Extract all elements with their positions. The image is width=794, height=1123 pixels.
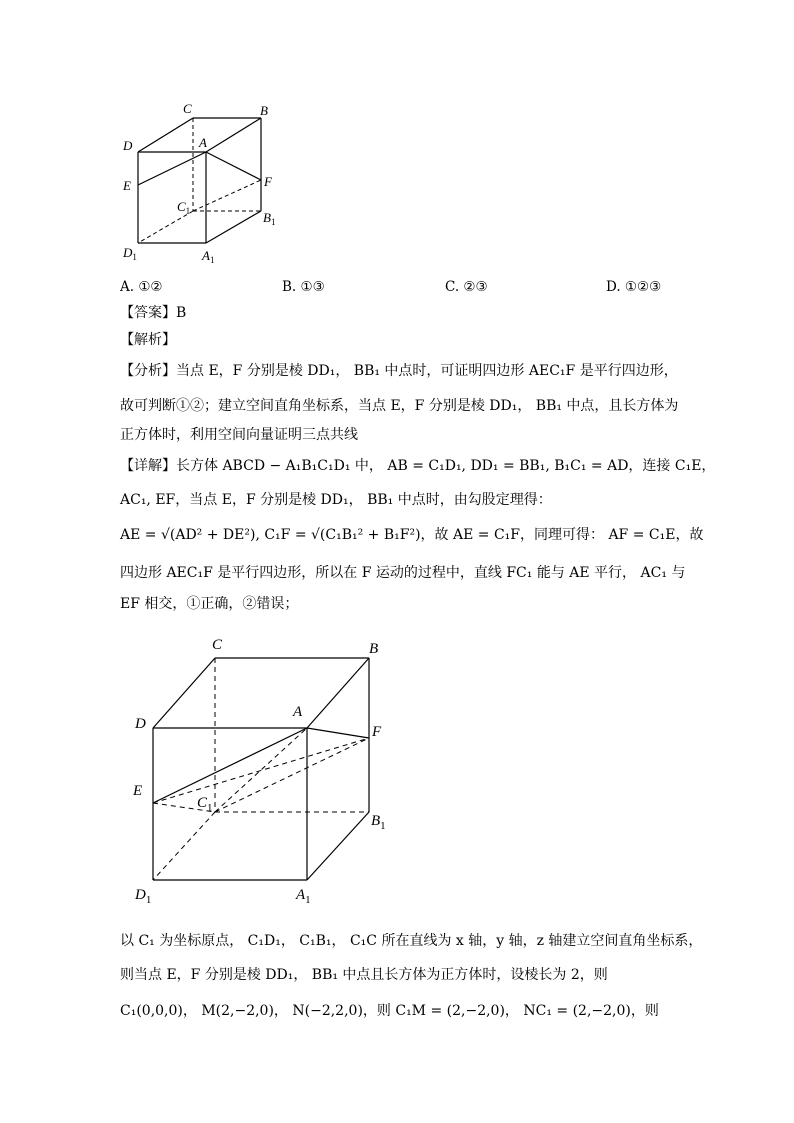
fig1-label-B1: $B_1$ <box>263 210 276 227</box>
fig1-label-D: D <box>123 138 133 153</box>
option-c: C. ②③ <box>445 279 488 295</box>
paragraph-11: C₁(0,0,0)， M(2,−2,0)， N(−2,2,0)，则 C₁M = (2,−2,0)， NC₁ = (2,−2,0)，则 <box>120 1003 659 1019</box>
fig1-label-E: E <box>123 178 131 193</box>
paragraph-8: EF 相交，①正确，②错误； <box>120 596 299 612</box>
paragraph-7: 四边形 AEC₁F 是平行四边形，所以在 F 运动的过程中，直线 FC₁ 能与 AE 平行， AC₁ 与 <box>120 565 686 581</box>
fig1-label-F: F <box>264 174 272 189</box>
fig2-label-C1: $C_1$ <box>197 795 213 814</box>
figure-2-cube <box>120 628 400 913</box>
fig2-label-D: D <box>135 716 146 732</box>
fig2-label-A1: $A_1$ <box>296 887 311 906</box>
paragraph-3: 正方体时，利用空间向量证明三点共线 <box>120 427 358 443</box>
option-d: D. ①②③ <box>606 279 662 295</box>
paragraph-5: AC₁, EF，当点 E，F 分别是棱 DD₁， BB₁ 中点时，由勾股定理得： <box>120 492 552 508</box>
fig1-label-B: B <box>260 103 268 118</box>
fig2-label-D1: $D_1$ <box>135 887 152 906</box>
fig1-label-C: C <box>183 101 192 116</box>
paragraph-9: 以 C₁ 为坐标原点， C₁D₁， C₁B₁， C₁C 所在直线为 x 轴，y 轴，z 轴建立空间直角坐标系， <box>120 933 703 949</box>
analysis-tag: 【解析】 <box>120 332 176 348</box>
fig1-label-D1: $D_1$ <box>123 245 137 262</box>
fig2-label-F: F <box>372 724 382 740</box>
paragraph-6: AE = √(AD² + DE²), C₁F = √(C₁B₁² + B₁F²)，故 AE = C₁F，同理可得： AF = C₁E，故 <box>120 527 704 543</box>
fig1-label-A1: $A_1$ <box>202 248 215 265</box>
paragraph-4: 【详解】长方体 ABCD − A₁B₁C₁D₁ 中， AB = C₁D₁, DD₁ = BB₁, B₁C₁ = AD，连接 C₁E， <box>120 458 716 474</box>
fig2-label-A: A <box>293 704 303 720</box>
fig2-label-B1: $B_1$ <box>371 813 386 832</box>
paragraph-10: 则当点 E，F 分别是棱 DD₁， BB₁ 中点且长方体为正方体时，设棱长为 2，则 <box>120 967 608 983</box>
fig2-label-C: C <box>212 637 223 653</box>
paragraph-2: 故可判断①②；建立空间直角坐标系，当点 E，F 分别是棱 DD₁， BB₁ 中点，且长方体为 <box>120 398 679 414</box>
fig1-label-A: A <box>199 135 207 150</box>
option-a: A. ①② <box>120 279 163 295</box>
option-b: B. ①③ <box>282 279 325 295</box>
paragraph-1: 【分析】当点 E，F 分别是棱 DD₁， BB₁ 中点时，可证明四边形 AEC₁F 是平行四边形， <box>120 363 678 379</box>
answer-value: B <box>176 305 187 321</box>
answer-line <box>120 303 186 323</box>
figure-1-cuboid <box>110 95 300 270</box>
fig1-label-C1: $C_1$ <box>177 199 191 216</box>
fig2-label-E: E <box>133 783 143 799</box>
fig2-label-B: B <box>369 641 379 657</box>
answer-tag: 【答案】 <box>120 305 176 321</box>
